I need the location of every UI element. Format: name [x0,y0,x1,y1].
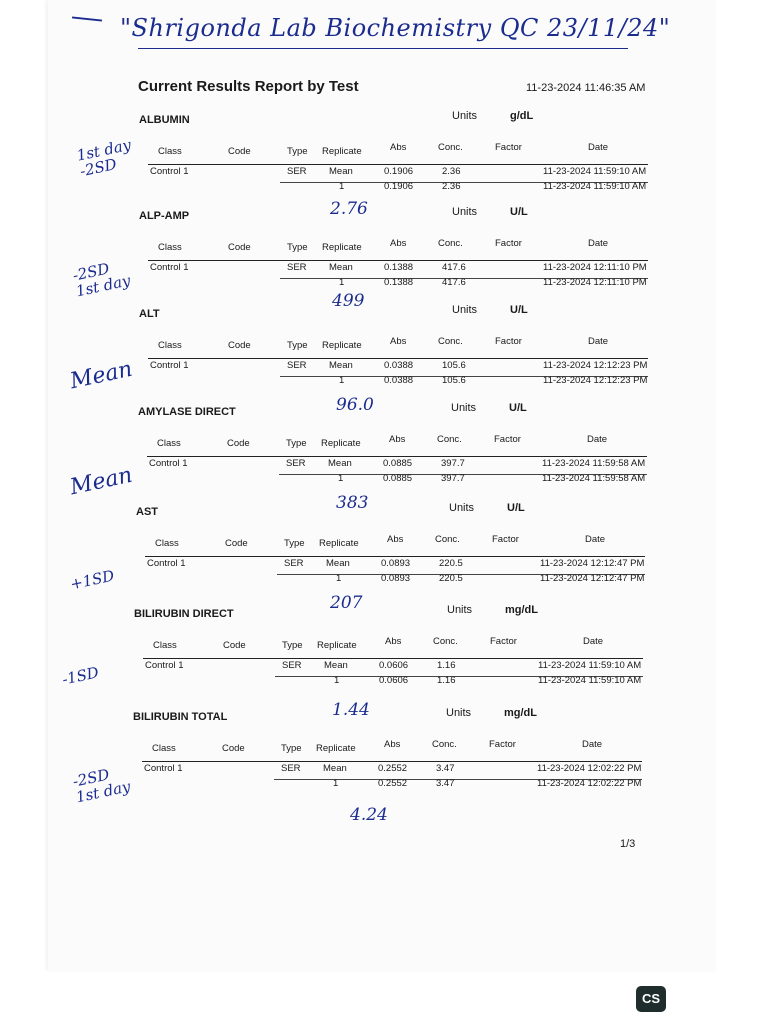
column-header-class: Class [152,743,176,754]
column-header-replicate: Replicate [316,743,356,754]
cell-abs: 0.1388 [384,277,414,288]
column-header-factor: Factor [490,636,517,647]
column-header-abs: Abs [389,434,406,445]
units-label: Units [447,604,473,616]
cell-class: Control 1 [145,660,184,671]
cell-class: Control 1 [150,360,189,371]
cell-class: Control 1 [150,262,189,273]
cell-abs: 0.0388 [384,360,414,371]
cell-replicate: Mean [328,458,352,469]
handwritten-margin-note: -1SD [60,663,101,689]
cell-type: SER [284,558,304,569]
cell-replicate: 1 [336,573,342,584]
cell-replicate: Mean [323,763,347,774]
handwritten-result-value: 1.44 [332,700,370,720]
column-header-date: Date [583,636,604,647]
cell-conc: 3.47 [436,763,455,774]
column-header-class: Class [153,640,177,651]
column-header-replicate: Replicate [319,538,359,549]
column-header-factor: Factor [495,336,522,347]
handwritten-margin-note: -2SD 1st day [71,259,132,301]
column-header-replicate: Replicate [322,242,362,253]
units-label: Units [446,707,472,719]
cell-replicate: 1 [334,675,340,686]
handwritten-result-value: 2.76 [330,199,368,219]
cell-type: SER [281,763,301,774]
column-header-abs: Abs [390,336,407,347]
cell-type: SER [287,166,307,177]
report-datetime: 11-23-2024 11:46:35 AM [526,82,646,94]
units-value: U/L [510,304,528,316]
units-value: g/dL [510,110,534,122]
handwritten-margin-note: Mean [67,356,135,395]
header-rule [142,761,642,762]
column-header-abs: Abs [385,636,402,647]
cell-abs: 0.1906 [384,181,414,192]
column-header-type: Type [286,438,307,449]
cell-abs: 0.0885 [383,473,413,484]
handwritten-result-value: 383 [336,493,369,513]
cell-date: 11-23-2024 11:59:58 AM [542,473,646,484]
cell-date: 11-23-2024 12:02:22 PM [537,763,642,774]
cell-replicate: Mean [326,558,350,569]
cell-abs: 0.2552 [378,778,408,789]
cell-class: Control 1 [149,458,188,469]
cell-class: Control 1 [147,558,186,569]
cell-conc: 105.6 [442,375,466,386]
test-name: BILIRUBIN DIRECT [134,608,234,620]
column-header-code: Code [225,538,248,549]
test-name: ALT [139,308,160,320]
report-title: Current Results Report by Test [138,78,359,95]
column-header-replicate: Replicate [317,640,357,651]
cell-replicate: 1 [339,375,345,386]
column-header-type: Type [281,743,302,754]
column-header-factor: Factor [494,434,521,445]
column-header-type: Type [287,242,308,253]
handwritten-result-value: 4.24 [350,805,388,825]
cell-date: 11-23-2024 12:12:23 PM [543,375,648,386]
cell-abs: 0.0893 [381,573,411,584]
cell-abs: 0.0606 [379,675,409,686]
cell-type: SER [282,660,302,671]
units-value: U/L [509,402,527,414]
column-header-type: Type [282,640,303,651]
column-header-factor: Factor [489,739,516,750]
column-header-type: Type [284,538,305,549]
cell-conc: 397.7 [441,458,465,469]
cell-replicate: 1 [333,778,339,789]
column-header-class: Class [158,146,182,157]
test-block [0,302,768,402]
cell-date: 11-23-2024 12:11:10 PM [543,277,647,288]
cell-abs: 0.0606 [379,660,409,671]
cell-conc: 397.7 [441,473,465,484]
test-block [0,602,768,702]
test-name: AST [136,506,158,518]
camscanner-badge: CS [636,986,666,1012]
cell-conc: 105.6 [442,360,466,371]
handwritten-result-value: 499 [332,291,365,311]
column-header-replicate: Replicate [322,146,362,157]
column-header-conc: Conc. [438,238,463,249]
cell-date: 11-23-2024 12:02:22 PM [537,778,642,789]
header-rule [143,658,643,659]
column-header-code: Code [228,242,251,253]
handwritten-title: "Shrigonda Lab Biochemistry QC 23/11/24" [120,14,671,42]
column-header-class: Class [157,438,181,449]
cell-replicate: Mean [329,166,353,177]
column-header-abs: Abs [390,238,407,249]
column-header-conc: Conc. [437,434,462,445]
test-name: BILIRUBIN TOTAL [133,711,228,723]
cell-conc: 1.16 [437,660,456,671]
handwritten-margin-note: -2SD 1st day [71,765,132,807]
column-header-date: Date [588,238,609,249]
cell-conc: 3.47 [436,778,455,789]
column-header-date: Date [588,336,609,347]
column-header-code: Code [222,743,245,754]
cell-type: SER [286,458,306,469]
column-header-code: Code [228,340,251,351]
units-label: Units [452,110,478,122]
cell-replicate: Mean [329,360,353,371]
column-header-class: Class [158,242,182,253]
cell-type: SER [287,360,307,371]
column-header-abs: Abs [390,142,407,153]
units-value: U/L [510,206,528,218]
column-header-code: Code [223,640,246,651]
cell-abs: 0.0388 [384,375,414,386]
cell-date: 11-23-2024 11:59:58 AM [542,458,646,469]
header-rule [147,456,647,457]
header-rule [148,358,648,359]
column-header-conc: Conc. [438,142,463,153]
column-header-factor: Factor [495,238,522,249]
column-header-type: Type [287,146,308,157]
units-label: Units [449,502,475,514]
cell-type: SER [287,262,307,273]
units-value: mg/dL [504,707,537,719]
cell-abs: 0.1906 [384,166,414,177]
column-header-code: Code [227,438,250,449]
cell-date: 11-23-2024 12:12:47 PM [540,573,645,584]
column-header-replicate: Replicate [321,438,361,449]
cell-conc: 2.36 [442,166,461,177]
handwritten-margin-note: +1SD [68,566,116,594]
column-header-abs: Abs [387,534,404,545]
column-header-date: Date [585,534,606,545]
column-header-date: Date [582,739,603,750]
cell-replicate: 1 [339,277,345,288]
column-header-factor: Factor [492,534,519,545]
column-header-date: Date [588,142,609,153]
column-header-factor: Factor [495,142,522,153]
cell-replicate: 1 [338,473,344,484]
column-header-conc: Conc. [432,739,457,750]
cell-date: 11-23-2024 11:59:10 AM [538,660,642,671]
cell-replicate: Mean [329,262,353,273]
units-label: Units [452,206,478,218]
cell-abs: 0.1388 [384,262,414,273]
cell-date: 11-23-2024 11:59:10 AM [543,181,647,192]
column-header-abs: Abs [384,739,401,750]
page-number: 1/3 [620,838,636,850]
cell-date: 11-23-2024 11:59:10 AM [538,675,642,686]
handwritten-margin-note: 1st day -2SD [75,135,133,181]
header-rule [145,556,645,557]
cell-class: Control 1 [144,763,183,774]
test-name: ALBUMIN [139,114,190,126]
test-name: ALP-AMP [139,210,190,222]
handwritten-title-underline [138,48,628,49]
handwritten-margin-note: Mean [67,462,135,501]
cell-conc: 220.5 [439,573,463,584]
cell-replicate: Mean [324,660,348,671]
cell-date: 11-23-2024 12:11:10 PM [543,262,647,273]
header-rule [148,260,648,261]
column-header-conc: Conc. [435,534,460,545]
column-header-conc: Conc. [433,636,458,647]
column-header-code: Code [228,146,251,157]
column-header-replicate: Replicate [322,340,362,351]
cell-class: Control 1 [150,166,189,177]
units-value: mg/dL [505,604,538,616]
cell-abs: 0.2552 [378,763,408,774]
cell-abs: 0.0885 [383,458,413,469]
cell-replicate: 1 [339,181,345,192]
cell-date: 11-23-2024 12:12:47 PM [540,558,645,569]
header-rule [148,164,648,165]
units-value: U/L [507,502,525,514]
cell-date: 11-23-2024 12:12:23 PM [543,360,648,371]
test-name: AMYLASE DIRECT [138,406,236,418]
cell-conc: 2.36 [442,181,461,192]
cell-abs: 0.0893 [381,558,411,569]
cell-conc: 1.16 [437,675,456,686]
handwritten-result-value: 207 [330,593,363,613]
column-header-date: Date [587,434,608,445]
test-block [0,500,768,600]
cell-date: 11-23-2024 11:59:10 AM [543,166,647,177]
units-label: Units [452,304,478,316]
column-header-type: Type [287,340,308,351]
column-header-class: Class [158,340,182,351]
cell-conc: 220.5 [439,558,463,569]
cell-conc: 417.6 [442,262,466,273]
column-header-class: Class [155,538,179,549]
units-label: Units [451,402,477,414]
handwritten-result-value: 96.0 [336,395,374,415]
cell-conc: 417.6 [442,277,466,288]
column-header-conc: Conc. [438,336,463,347]
